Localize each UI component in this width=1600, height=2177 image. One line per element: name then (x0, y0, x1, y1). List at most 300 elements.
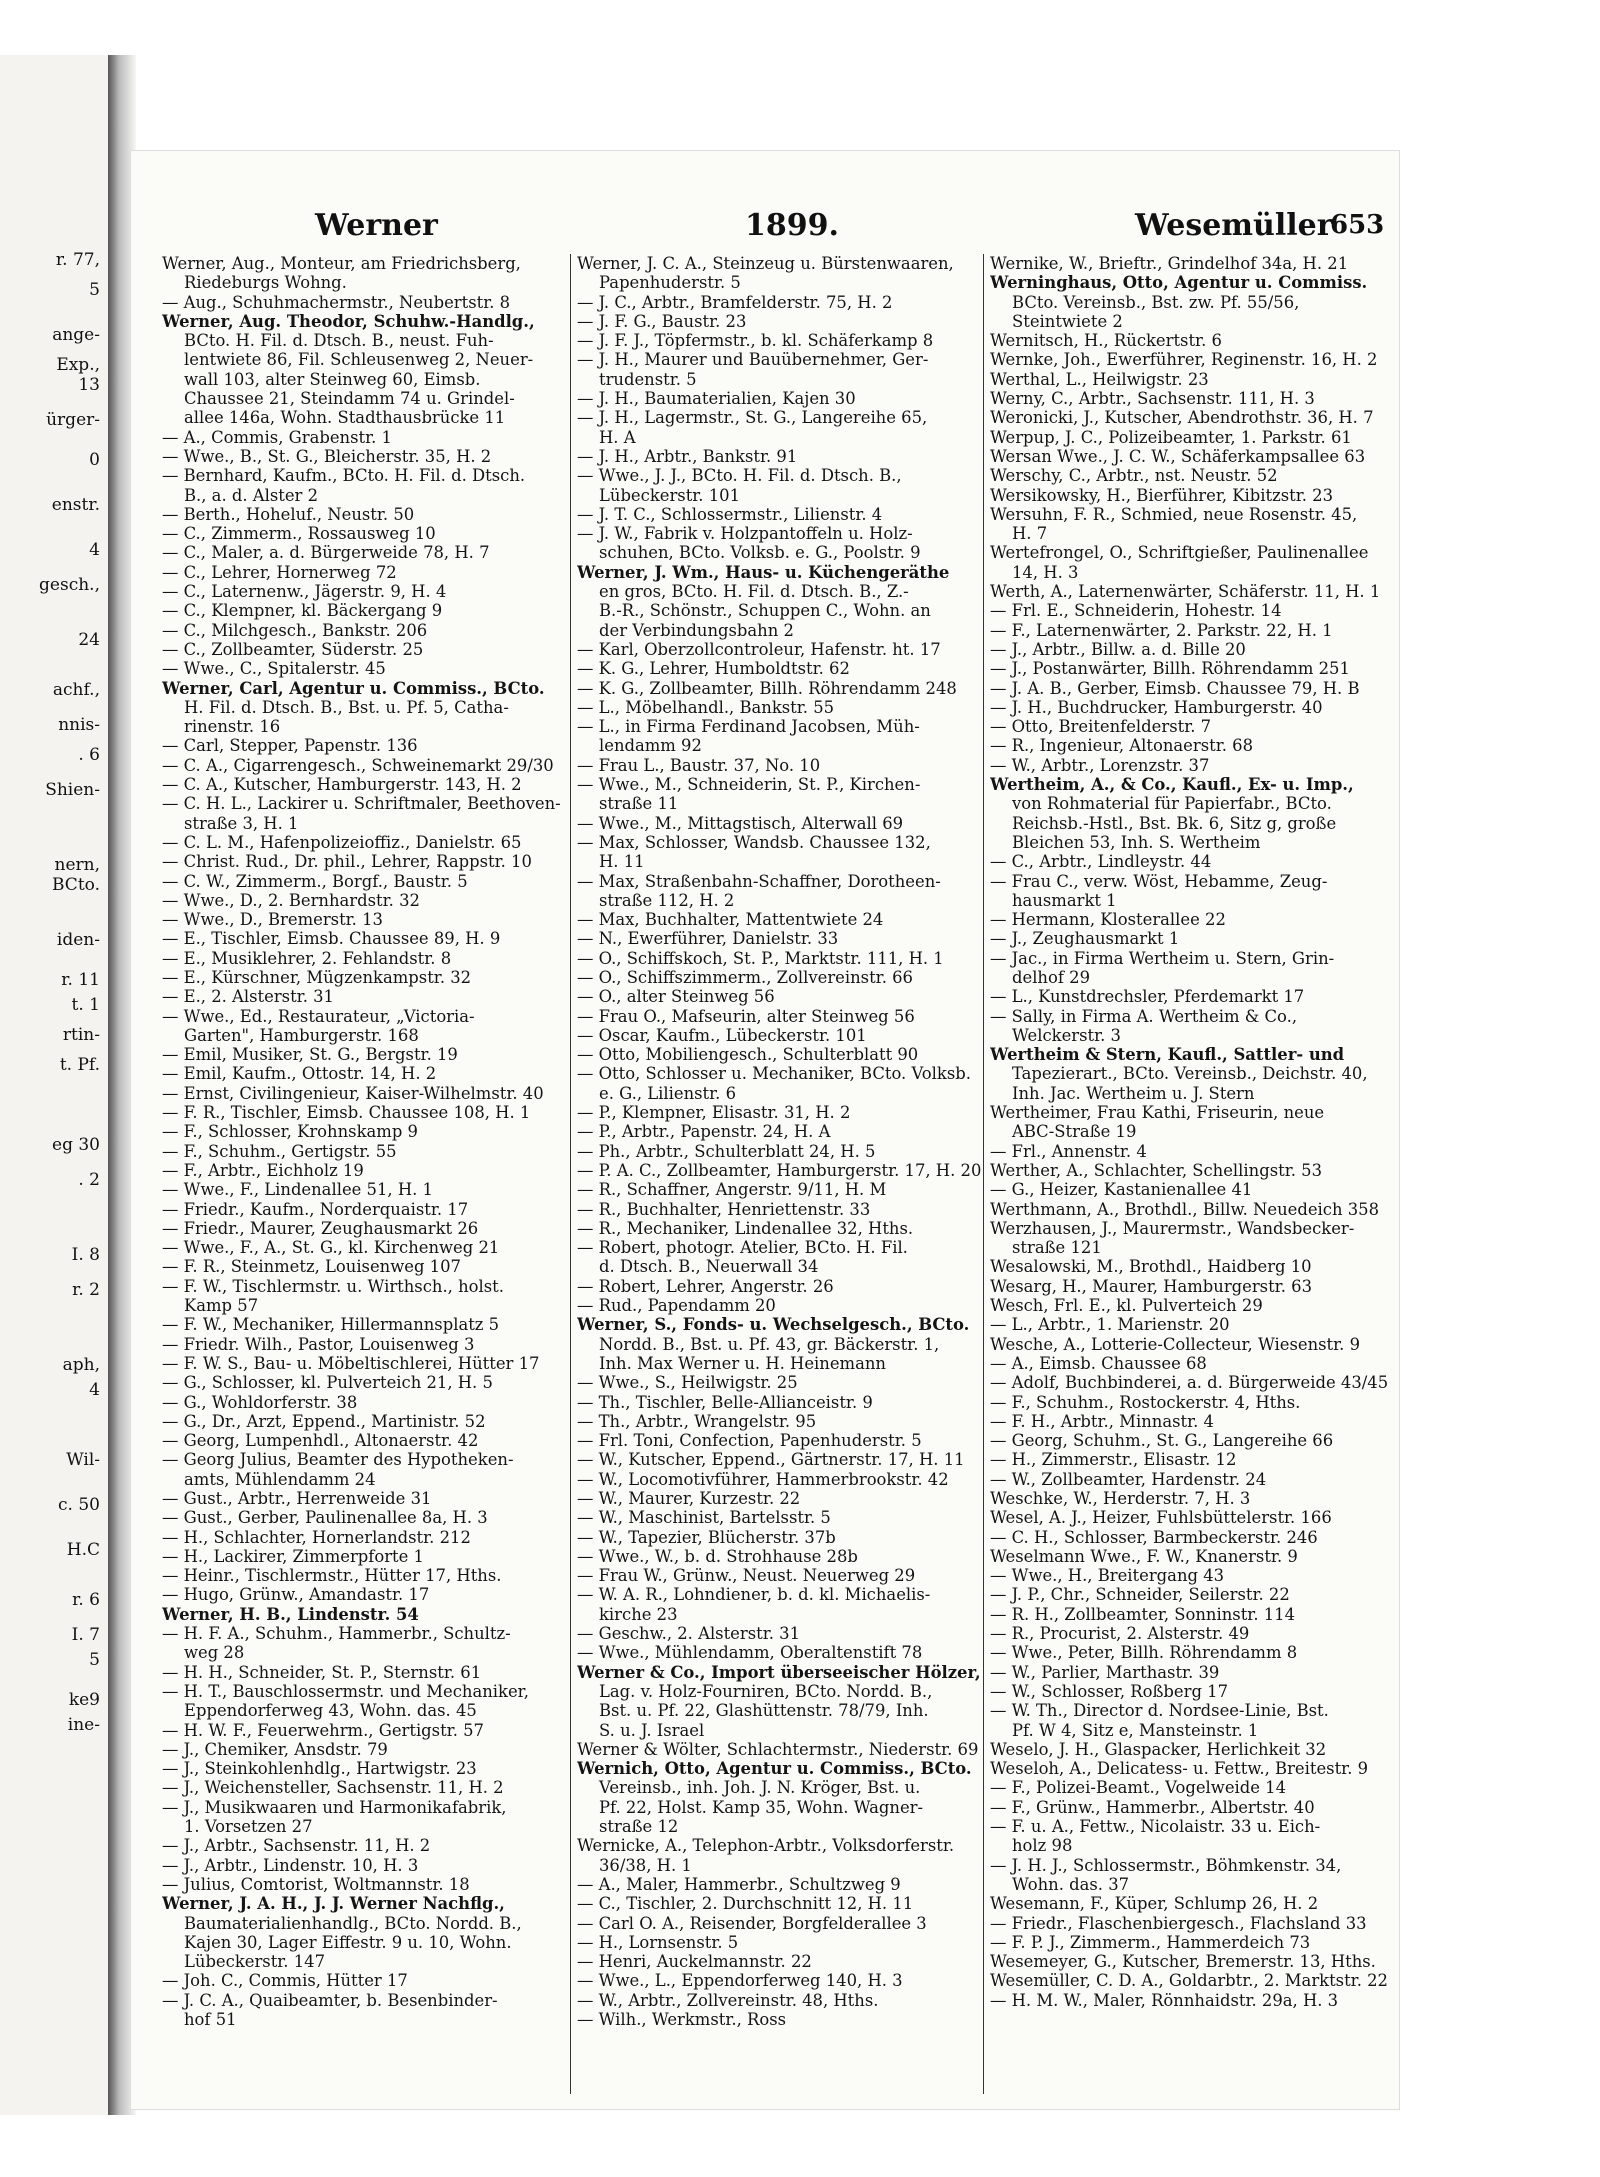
directory-entry-line: Werther, A., Schlachter, Schellingstr. 53 (990, 1160, 1323, 1180)
directory-entry-line: H. 11 (599, 852, 645, 872)
directory-entry-line: — C., Zimmerm., Rossausweg 10 (162, 524, 436, 544)
running-header (130, 208, 1400, 248)
directory-entry-line: — J., Arbtr., Sachsenstr. 11, H. 2 (162, 1836, 431, 1856)
directory-entry-line: Inh. Jac. Wertheim u. J. Stern (1012, 1083, 1255, 1103)
directory-entry-line: Steintwiete 2 (1012, 311, 1123, 331)
directory-entry-line: Wernich, Otto, Agentur u. Commiss., BCto. (577, 1759, 972, 1779)
directory-entry-line: Werner, Aug., Monteur, am Friedrichsberg, (162, 254, 521, 273)
left-page-edge-fragment: BCto. (52, 875, 100, 895)
directory-entry-line: — H. T., Bauschlossermstr. und Mechaniker, (162, 1681, 529, 1701)
directory-entry-line: — Otto, Schlosser u. Mechaniker, BCto. Volksb. (577, 1064, 971, 1084)
directory-entry-line: — F., Schuhm., Gertigstr. 55 (162, 1141, 397, 1161)
directory-entry-line: — Karl, Oberzollcontroleur, Hafenstr. ht. 17 (577, 639, 941, 659)
directory-entry-line: — W. Th., Director d. Nordsee-Linie, Bst. (990, 1701, 1329, 1721)
header-year: 1899. (745, 208, 839, 243)
directory-entry-line: — Georg Julius, Beamter des Hypotheken- (162, 1450, 514, 1470)
directory-entry-line: Wesel, A. J., Heizer, Fuhlsbüttelerstr. 166 (990, 1508, 1332, 1528)
directory-entry-line: Reichsb.-Hstl., Bst. Bk. 6, Sitz g, große (1012, 813, 1337, 833)
directory-entry-line: — W., Arbtr., Lorenzstr. 37 (990, 755, 1210, 775)
directory-entry-line: Werner, J. C. A., Steinzeug u. Bürstenwaaren, (577, 254, 954, 273)
directory-entry-line: — Wilh., Werkmstr., Ross (577, 2010, 787, 2030)
directory-entry-line: — E., Kürschner, Mügzenkampstr. 32 (162, 967, 472, 987)
directory-entry-line: — J. H., Arbtr., Bankstr. 91 (577, 446, 798, 466)
directory-entry-line: — Heinr., Tischlermstr., Hütter 17, Hths. (162, 1566, 502, 1586)
directory-entry-line: weg 28 (184, 1643, 245, 1663)
directory-entry-line: — K. G., Lehrer, Humboldtstr. 62 (577, 659, 850, 679)
directory-entry-line: — Gust., Gerber, Paulinenallee 8a, H. 3 (162, 1508, 488, 1528)
directory-entry-line: — E., 2. Alsterstr. 31 (162, 987, 334, 1007)
directory-entry-line: Werny, C., Arbtr., Sachsenstr. 111, H. 3 (990, 389, 1315, 409)
directory-entry-line: Wertheim, A., & Co., Kaufl., Ex- u. Imp., (990, 775, 1354, 795)
directory-entry-line: Nordd. B., Bst. u. Pf. 43, gr. Bäckerstr. 1, (599, 1334, 940, 1354)
left-page-edge-fragment: H.C (66, 1540, 100, 1560)
directory-entry-line: — Frl., Annenstr. 4 (990, 1141, 1147, 1161)
directory-entry-line: — J. H., Baumaterialien, Kajen 30 (577, 389, 856, 409)
directory-entry-line: — J. C. A., Quaibeamter, b. Besenbinder- (162, 1990, 498, 2010)
directory-entry-line: — R., Buchhalter, Henriettenstr. 33 (577, 1199, 871, 1219)
directory-entry-line: — Wwe., L., Eppendorferweg 140, H. 3 (577, 1971, 903, 1991)
directory-entry-line: — Wwe., J. J., BCto. H. Fil. d. Dtsch. B., (577, 466, 902, 486)
directory-entry-line: hausmarkt 1 (1012, 890, 1117, 910)
directory-entry-line: — J., Musikwaaren und Harmonikafabrik, (162, 1797, 507, 1817)
left-page-edge-fragment: r. 11 (61, 970, 100, 990)
directory-entry-line: holz 98 (1012, 1836, 1073, 1856)
directory-entry-line: — H., Lornsenstr. 5 (577, 1932, 739, 1952)
directory-entry-line: — Friedr., Flaschenbiergesch., Flachsland 33 (990, 1913, 1367, 1933)
directory-entry-line: — Wwe., D., Bremerstr. 13 (162, 910, 383, 930)
directory-entry-line: — Robert, photogr. Atelier, BCto. H. Fil. (577, 1238, 908, 1258)
directory-entry-line: — L., Kunstdrechsler, Pferdemarkt 17 (990, 987, 1305, 1007)
directory-entry-line: — Oscar, Kaufm., Lübeckerstr. 101 (577, 1025, 867, 1045)
directory-entry-line: H. A (599, 427, 636, 447)
directory-entry-line: Lübeckerstr. 101 (599, 485, 741, 505)
directory-entry-line: — Hermann, Klosterallee 22 (990, 910, 1226, 930)
directory-entry-line: 36/38, H. 1 (599, 1855, 692, 1875)
directory-entry-line: — Otto, Mobiliengesch., Schulterblatt 90 (577, 1045, 919, 1065)
column-rule (570, 254, 571, 2094)
page-number: 653 (1330, 210, 1385, 240)
directory-entry-line: — R., Procurist, 2. Alsterstr. 49 (990, 1624, 1250, 1644)
directory-entry-line: — Adolf, Buchbinderei, a. d. Bürgerweide 43/45 (990, 1373, 1389, 1393)
directory-entry-line: — J., Steinkohlenhdlg., Hartwigstr. 23 (162, 1759, 477, 1779)
directory-entry-line: Werpup, J. C., Polizeibeamter, 1. Parkstr. 61 (990, 427, 1352, 447)
directory-entry-line: — A., Eimsb. Chaussee 68 (990, 1353, 1207, 1373)
directory-entry-line: Werner & Wölter, Schlachtermstr., Niederstr. 69 (577, 1739, 979, 1759)
directory-entry-line: — J., Weichensteller, Sachsenstr. 11, H. 2 (162, 1778, 504, 1798)
left-page-edge-fragment: Exp., (56, 355, 100, 375)
directory-entry-line: — Ernst, Civilingenieur, Kaiser-Wilhelmstr. 40 (162, 1083, 544, 1103)
directory-entry-line: Welckerstr. 3 (1012, 1025, 1121, 1045)
left-page-edge-fragment: Wil- (66, 1450, 100, 1470)
directory-entry-line: hof 51 (184, 2010, 237, 2030)
directory-entry-line: Bleichen 53, Inh. S. Wertheim (1012, 832, 1261, 852)
left-page-edge-fragment: 0 (89, 450, 100, 470)
left-page-edge-fragment: ürger- (46, 410, 100, 430)
directory-entry-line: Werthal, L., Heilwigstr. 23 (990, 369, 1209, 389)
directory-entry-line: Werner, J. A. H., J. J. Werner Nachflg., (162, 1894, 505, 1914)
directory-entry-line: Kamp 57 (184, 1296, 259, 1316)
directory-entry-line: schuhen, BCto. Volksb. e. G., Poolstr. 9 (599, 543, 921, 563)
directory-entry-line: — C. A., Kutscher, Hamburgerstr. 143, H. 2 (162, 775, 522, 795)
directory-entry-line: — P. A. C., Zollbeamter, Hamburgerstr. 17, H. 20 (577, 1160, 982, 1180)
left-page-edge-fragment: eg 30 (52, 1135, 100, 1155)
directory-entry-line: — J. T. C., Schlossermstr., Lilienstr. 4 (577, 504, 883, 524)
left-page-edge-fragment: enstr. (51, 495, 100, 515)
directory-entry-line: 1. Vorsetzen 27 (184, 1817, 313, 1837)
directory-entry-line: — Friedr. Wilh., Pastor, Louisenweg 3 (162, 1334, 475, 1354)
directory-entry-line: delhof 29 (1012, 967, 1090, 987)
directory-entry-line: — Rud., Papendamm 20 (577, 1296, 776, 1316)
directory-entry-line: B.-R., Schönstr., Schuppen C., Wohn. an (599, 601, 931, 621)
directory-entry-line: — F. u. A., Fettw., Nicolaistr. 33 u. Eich- (990, 1817, 1321, 1837)
directory-entry-line: — H. F. A., Schuhm., Hammerbr., Schultz- (162, 1624, 511, 1644)
directory-entry-line: — Otto, Breitenfelderstr. 7 (990, 717, 1212, 737)
directory-entry-line: — G., Heizer, Kastanienallee 41 (990, 1180, 1253, 1200)
directory-entry-line: Pf. W 4, Sitz e, Mansteinstr. 1 (1012, 1720, 1259, 1740)
directory-column-2 (577, 254, 982, 2029)
left-page-edge-fragment: 5 (89, 280, 100, 300)
directory-entry-line: trudenstr. 5 (599, 369, 697, 389)
directory-entry-line: — H. M. W., Maler, Rönnhaidstr. 29a, H. 3 (990, 1990, 1339, 2010)
directory-entry-line: amts, Mühlendamm 24 (184, 1469, 376, 1489)
directory-entry-line: Wesalowski, M., Brothdl., Haidberg 10 (990, 1257, 1312, 1277)
directory-entry-line: — H. W. F., Feuerwehrm., Gertigstr. 57 (162, 1720, 484, 1740)
directory-entry-line: — C. H., Schlosser, Barmbeckerstr. 246 (990, 1527, 1318, 1547)
directory-entry-line: — Wwe., B., St. G., Bleicherstr. 35, H. 2 (162, 446, 492, 466)
directory-entry-line: Wesarg, H., Maurer, Hamburgerstr. 63 (990, 1276, 1312, 1296)
directory-entry-line: — Wwe., S., Heilwigstr. 25 (577, 1373, 798, 1393)
left-page-edge-fragment: . 2 (78, 1170, 100, 1190)
left-page-edge-fragment: ange- (52, 325, 100, 345)
header-right-word: Wesemüller (1135, 208, 1333, 243)
directory-entry-line: Wesemeyer, G., Kutscher, Bremerstr. 13, Hths. (990, 1952, 1376, 1972)
directory-entry-line: rinenstr. 16 (184, 717, 281, 737)
directory-entry-line: Werner, Carl, Agentur u. Commiss., BCto. (162, 678, 545, 698)
left-page-edge-fragment: c. 50 (58, 1495, 100, 1515)
directory-entry-line: S. u. J. Israel (599, 1720, 705, 1740)
directory-entry-line: — F., Polizei-Beamt., Vogelweide 14 (990, 1778, 1287, 1798)
directory-entry-line: Baumaterialienhandlg., BCto. Nordd. B., (184, 1913, 522, 1933)
header-left-word: Werner (315, 208, 438, 243)
directory-entry-line: — E., Tischler, Eimsb. Chaussee 89, H. 9 (162, 929, 501, 949)
left-page-edge-fragment: r. 77, (55, 250, 100, 270)
directory-entry-line: — Emil, Kaufm., Ottostr. 14, H. 2 (162, 1064, 437, 1084)
directory-entry-line: — J. C., Arbtr., Bramfelderstr. 75, H. 2 (577, 292, 893, 312)
directory-entry-line: 14, H. 3 (1012, 562, 1079, 582)
left-page-edge-fragment: aph, (62, 1355, 100, 1375)
directory-entry-line: — Julius, Comtorist, Woltmannstr. 18 (162, 1874, 470, 1894)
directory-entry-line: — W., Kutscher, Eppend., Gärtnerstr. 17, H. 11 (577, 1450, 965, 1470)
left-page-edge-fragment: achf., (52, 680, 100, 700)
directory-entry-line: — Th., Arbtr., Wrangelstr. 95 (577, 1411, 817, 1431)
directory-entry-line: — Max, Schlosser, Wandsb. Chaussee 132, (577, 832, 931, 852)
directory-entry-line: — Carl, Stepper, Papenstr. 136 (162, 736, 418, 756)
left-page-edge-fragment: 4 (89, 540, 100, 560)
directory-entry-line: — P., Klempner, Elisastr. 31, H. 2 (577, 1103, 851, 1123)
directory-entry-line: — Christ. Rud., Dr. phil., Lehrer, Rappstr. 10 (162, 852, 532, 872)
directory-entry-line: — F., Laternenwärter, 2. Parkstr. 22, H. 1 (990, 620, 1333, 640)
directory-entry-line: — C. A., Cigarrengesch., Schweinemarkt 29/30 (162, 755, 554, 775)
directory-entry-line: Chaussee 21, Steindamm 74 u. Grindel- (184, 389, 515, 409)
directory-entry-line: — Frl. E., Schneiderin, Hohestr. 14 (990, 601, 1282, 621)
directory-entry-line: — J. H., Maurer und Bauübernehmer, Ger- (577, 350, 929, 370)
directory-entry-line: — E., Musiklehrer, 2. Fehlandstr. 8 (162, 948, 452, 968)
directory-entry-line: Wesemüller, C. D. A., Goldarbtr., 2. Marktstr. 22 (990, 1971, 1388, 1991)
left-page-edge-fragment: 24 (78, 630, 100, 650)
directory-entry-line: — Wwe., Peter, Billh. Röhrendamm 8 (990, 1643, 1298, 1663)
directory-entry-line: Pf. 22, Holst. Kamp 35, Wohn. Wagner- (599, 1797, 924, 1817)
directory-entry-line: — Th., Tischler, Belle-Allianceistr. 9 (577, 1392, 873, 1412)
directory-entry-line: Werner, Aug. Theodor, Schuhw.-Handlg., (162, 311, 535, 331)
directory-entry-line: — C. L. M., Hafenpolizeioffiz., Danielstr. 65 (162, 832, 522, 852)
directory-entry-line: Weselmann Wwe., F. W., Knanerstr. 9 (990, 1546, 1298, 1566)
directory-entry-line: Wersikowsky, H., Bierführer, Kibitzstr. 23 (990, 485, 1334, 505)
directory-entry-line: — Gust., Arbtr., Herrenweide 31 (162, 1489, 432, 1508)
directory-entry-line: — J. F. G., Baustr. 23 (577, 311, 747, 331)
directory-entry-line: — Wwe., F., Lindenallee 51, H. 1 (162, 1180, 433, 1200)
directory-entry-line: — Wwe., M., Mittagstisch, Alterwall 69 (577, 813, 904, 833)
directory-entry-line: — Hugo, Grünw., Amandastr. 17 (162, 1585, 430, 1605)
directory-entry-line: — R. H., Zollbeamter, Sonninstr. 114 (990, 1604, 1296, 1624)
directory-entry-line: — C., Zollbeamter, Süderstr. 25 (162, 639, 424, 659)
directory-entry-line: Wernitsch, H., Rückertstr. 6 (990, 331, 1222, 351)
directory-entry-line: — N., Ewerführer, Danielstr. 33 (577, 929, 839, 949)
directory-entry-line: — F. R., Steinmetz, Louisenweg 107 (162, 1257, 461, 1277)
directory-entry-line: Werthmann, A., Brothdl., Billw. Neuedeich 358 (990, 1199, 1379, 1219)
directory-entry-line: — O., alter Steinweg 56 (577, 987, 775, 1007)
directory-entry-line: — Emil, Musiker, St. G., Bergstr. 19 (162, 1045, 458, 1065)
directory-entry-line: Lübeckerstr. 147 (184, 1952, 326, 1972)
directory-entry-line: lentwiete 86, Fil. Schleusenweg 2, Neuer- (184, 350, 534, 370)
directory-entry-line: — J., Zeughausmarkt 1 (990, 929, 1180, 949)
left-page-edge-fragment: nnis- (58, 715, 100, 735)
directory-entry-line: — H., Zimmerstr., Elisastr. 12 (990, 1450, 1237, 1470)
directory-entry-line: Wesch, Frl. E., kl. Pulverteich 29 (990, 1296, 1263, 1316)
directory-entry-line: — W., Tapezier, Blücherstr. 37b (577, 1527, 836, 1547)
directory-entry-line: — G., Wohldorferstr. 38 (162, 1392, 358, 1412)
directory-entry-line: Weselo, J. H., Glaspacker, Herlichkeit 32 (990, 1739, 1327, 1759)
directory-entry-line: Riedeburgs Wohng. (184, 273, 347, 293)
directory-entry-line: — H., Lackirer, Zimmerpforte 1 (162, 1546, 424, 1566)
directory-entry-line: Weschke, W., Herderstr. 7, H. 3 (990, 1489, 1251, 1508)
directory-entry-line: — F., Schlosser, Krohnskamp 9 (162, 1122, 418, 1142)
directory-entry-line: straße 11 (599, 794, 679, 814)
directory-entry-line: Werth, A., Laternenwärter, Schäferstr. 11, H. 1 (990, 582, 1381, 602)
directory-entry-line: — H., Schlachter, Hornerlandstr. 212 (162, 1527, 471, 1547)
directory-entry-line: B., a. d. Alster 2 (184, 485, 319, 505)
directory-entry-line: — Wwe., D., 2. Bernhardstr. 32 (162, 890, 420, 910)
directory-entry-line: straße 121 (1012, 1238, 1102, 1258)
left-page-edge-fragment: rtin- (62, 1025, 100, 1045)
directory-entry-line: Inh. Max Werner u. H. Heinemann (599, 1353, 886, 1373)
directory-entry-line: Bst. u. Pf. 22, Glashüttenstr. 78/79, Inh. (599, 1701, 929, 1721)
column-rule (983, 254, 984, 2094)
directory-entry-line: — Aug., Schuhmachermstr., Neubertstr. 8 (162, 292, 511, 312)
directory-entry-line: — W., Locomotivführer, Hammerbrookstr. 42 (577, 1469, 949, 1489)
left-page-edge-fragment: ine- (67, 1715, 100, 1735)
directory-entry-line: H. 7 (1012, 524, 1048, 544)
directory-entry-line: Kajen 30, Lager Eiffestr. 9 u. 10, Wohn. (184, 1932, 512, 1952)
directory-entry-line: Wohn. das. 37 (1012, 1874, 1130, 1894)
directory-entry-line: von Rohmaterial für Papierfabr., BCto. (1012, 794, 1332, 814)
directory-entry-line: BCto. H. Fil. d. Dtsch. B., neust. Fuh- (184, 331, 494, 351)
directory-entry-line: kirche 23 (599, 1604, 678, 1624)
directory-entry-line: Vereinsb., inh. Joh. J. N. Kröger, Bst. u. (599, 1778, 921, 1798)
left-page-edge-fragment: 5 (89, 1650, 100, 1670)
directory-entry-line: — G., Schlosser, kl. Pulverteich 21, H. 5 (162, 1373, 493, 1393)
directory-entry-line: — J. F. J., Töpfermstr., b. kl. Schäferkamp 8 (577, 331, 934, 351)
left-page-edge-fragment: t. 1 (71, 995, 100, 1015)
left-page-edge-fragment: 13 (78, 375, 100, 395)
directory-entry-line: Wernicke, A., Telephon-Arbtr., Volksdorferstr. (577, 1836, 955, 1856)
directory-entry-line: — Jac., in Firma Wertheim u. Stern, Grin- (990, 948, 1335, 968)
directory-entry-line: — Friedr., Kaufm., Norderquaistr. 17 (162, 1199, 469, 1219)
left-page-edge-fragment: iden- (56, 930, 100, 950)
directory-entry-line: Wertheim & Stern, Kaufl., Sattler- und (990, 1045, 1345, 1065)
directory-entry-line: Wersan Wwe., J. C. W., Schäferkampsallee 63 (990, 446, 1366, 466)
directory-entry-line: Lag. v. Holz-Fourniren, BCto. Nordd. B., (599, 1681, 933, 1701)
directory-entry-line: allee 146a, Wohn. Stadthausbrücke 11 (184, 408, 506, 428)
directory-entry-line: — J., Postanwärter, Billh. Röhrendamm 251 (990, 659, 1350, 679)
directory-entry-line: — W., Parlier, Marthastr. 39 (990, 1662, 1220, 1682)
directory-entry-line: Wernke, Joh., Ewerführer, Reginenstr. 16, H. 2 (990, 350, 1378, 370)
left-page-edge-fragment: Shien- (45, 780, 100, 800)
directory-entry-line: — C., Laternenw., Jägerstr. 9, H. 4 (162, 582, 447, 602)
directory-entry-line: — R., Mechaniker, Lindenallee 32, Hths. (577, 1218, 914, 1238)
directory-entry-line: Werner, S., Fonds- u. Wechselgesch., BCto. (577, 1315, 970, 1335)
directory-entry-line: Tapezierart., BCto. Vereinsb., Deichstr. 40, (1012, 1064, 1368, 1084)
directory-entry-line: Weseloh, A., Delicatess- u. Fettw., Breitestr. 9 (990, 1759, 1369, 1779)
directory-entry-line: — Berth., Hoheluf., Neustr. 50 (162, 504, 415, 524)
left-page-edge-fragment: t. Pf. (59, 1055, 100, 1075)
directory-entry-line: Werninghaus, Otto, Agentur u. Commiss. (990, 273, 1368, 293)
directory-column-1 (162, 254, 567, 2029)
directory-entry-line: e. G., Lilienstr. 6 (599, 1083, 737, 1103)
directory-entry-line: — Frau L., Baustr. 37, No. 10 (577, 755, 821, 775)
directory-entry-line: Wesemann, F., Küper, Schlump 26, H. 2 (990, 1894, 1319, 1914)
directory-entry-line: Garten", Hamburgerstr. 168 (184, 1025, 419, 1045)
directory-entry-line: ABC-Straße 19 (1012, 1122, 1137, 1142)
directory-entry-line: Werschy, C., Arbtr., nst. Neustr. 52 (990, 466, 1278, 486)
directory-entry-line: — A., Commis, Grabenstr. 1 (162, 427, 392, 447)
directory-entry-line: — W., Zollbeamter, Hardenstr. 24 (990, 1469, 1267, 1489)
directory-entry-line: — Frau O., Mafseurin, alter Steinweg 56 (577, 1006, 915, 1026)
directory-entry-line: — R., Schaffner, Angerstr. 9/11, H. M (577, 1180, 887, 1200)
directory-entry-line: Papenhuderstr. 5 (599, 273, 741, 293)
directory-entry-line: d. Dtsch. B., Neuerwall 34 (599, 1257, 819, 1277)
directory-entry-line: — C., Lehrer, Hornerweg 72 (162, 562, 397, 582)
directory-entry-line: Werzhausen, J., Maurermstr., Wandsbecker- (990, 1218, 1355, 1238)
directory-entry-line: — L., Arbtr., 1. Marienstr. 20 (990, 1315, 1230, 1335)
directory-entry-line: BCto. Vereinsb., Bst. zw. Pf. 55/56, (1012, 292, 1300, 312)
directory-entry-line: — Geschw., 2. Alsterstr. 31 (577, 1624, 801, 1644)
directory-entry-line: — Georg, Lumpenhdl., Altonaerstr. 42 (162, 1431, 479, 1451)
directory-entry-line: — L., Möbelhandl., Bankstr. 55 (577, 697, 835, 717)
directory-entry-line: — F., Schuhm., Rostockerstr. 4, Hths. (990, 1392, 1301, 1412)
directory-entry-line: Werner, H. B., Lindenstr. 54 (162, 1604, 419, 1624)
directory-entry-line: — Wwe., F., A., St. G., kl. Kirchenweg 21 (162, 1238, 500, 1258)
directory-entry-line: — C., Arbtr., Lindleystr. 44 (990, 852, 1212, 872)
directory-entry-line: — J., Arbtr., Lindenstr. 10, H. 3 (162, 1855, 419, 1875)
directory-entry-line: — Ph., Arbtr., Schulterblatt 24, H. 5 (577, 1141, 876, 1161)
directory-entry-line: straße 3, H. 1 (184, 813, 299, 833)
directory-entry-line: — J., Chemiker, Ansdstr. 79 (162, 1739, 388, 1759)
directory-entry-line: — Wwe., W., b. d. Strohhause 28b (577, 1546, 858, 1566)
directory-entry-line: — O., Schiffskoch, St. P., Marktstr. 111, H. 1 (577, 948, 944, 968)
directory-entry-line: — F., Arbtr., Eichholz 19 (162, 1160, 364, 1180)
left-page-edge-fragment: r. 6 (72, 1590, 100, 1610)
left-page-gutter (0, 55, 110, 2115)
directory-entry-line: — L., in Firma Ferdinand Jacobsen, Müh- (577, 717, 920, 737)
directory-entry-line: — F. H., Arbtr., Minnastr. 4 (990, 1411, 1214, 1431)
directory-entry-line: — W., Maurer, Kurzestr. 22 (577, 1489, 801, 1508)
directory-entry-line: — C. W., Zimmerm., Borgf., Baustr. 5 (162, 871, 468, 891)
left-page-edge-fragment: . 6 (78, 745, 100, 765)
directory-entry-line: — W., Schlosser, Roßberg 17 (990, 1681, 1229, 1701)
directory-entry-line: — C., Tischler, 2. Durchschnitt 12, H. 11 (577, 1894, 914, 1914)
directory-entry-line: — J. A. B., Gerber, Eimsb. Chaussee 79, H. B (990, 678, 1360, 698)
directory-entry-line: lendamm 92 (599, 736, 702, 756)
directory-entry-line: Wertefrongel, O., Schriftgießer, Paulinenallee (990, 543, 1369, 563)
directory-entry-line: Wersuhn, F. R., Schmied, neue Rosenstr. 45, (990, 504, 1358, 524)
directory-entry-line: — C., Klempner, kl. Bäckergang 9 (162, 601, 443, 621)
directory-entry-line: — Carl O. A., Reisender, Borgfelderallee 3 (577, 1913, 927, 1933)
directory-entry-line: — Frau C., verw. Wöst, Hebamme, Zeug- (990, 871, 1328, 891)
directory-entry-line: Wertheimer, Frau Kathi, Friseurin, neue (990, 1103, 1325, 1123)
directory-entry-line: — F. R., Tischler, Eimsb. Chaussee 108, H. 1 (162, 1103, 531, 1123)
left-page-edge-fragment: I. 8 (71, 1245, 100, 1265)
directory-entry-line: Werner, J. Wm., Haus- u. Küchengeräthe (577, 562, 950, 582)
directory-entry-line: — W., Arbtr., Zollvereinstr. 48, Hths. (577, 1990, 879, 2010)
directory-entry-line: — Wwe., C., Spitalerstr. 45 (162, 659, 386, 679)
directory-entry-line: — O., Schiffszimmerm., Zollvereinstr. 66 (577, 967, 913, 987)
directory-entry-line: — F. W., Mechaniker, Hillermannsplatz 5 (162, 1315, 500, 1335)
directory-entry-line: — F. W. S., Bau- u. Möbeltischlerei, Hütter 17 (162, 1353, 540, 1373)
directory-entry-line: straße 112, H. 2 (599, 890, 735, 910)
directory-entry-line: — Georg, Schuhm., St. G., Langereihe 66 (990, 1431, 1334, 1451)
directory-entry-line: — F., Grünw., Hammerbr., Albertstr. 40 (990, 1797, 1315, 1817)
left-page-edge-fragment: r. 2 (72, 1280, 100, 1300)
directory-entry-line: — Bernhard, Kaufm., BCto. H. Fil. d. Dtsch. (162, 466, 526, 486)
directory-entry-line: — J. W., Fabrik v. Holzpantoffeln u. Holz- (577, 524, 913, 544)
directory-entry-line: — Robert, Lehrer, Angerstr. 26 (577, 1276, 834, 1296)
directory-entry-line: — Max, Straßenbahn-Schaffner, Dorotheen- (577, 871, 941, 891)
left-page-edge-fragment: ke9 (68, 1690, 100, 1710)
directory-entry-line: — Joh. C., Commis, Hütter 17 (162, 1971, 408, 1991)
directory-entry-line: — Max, Buchhalter, Mattentwiete 24 (577, 910, 884, 930)
directory-entry-line: — C., Milchgesch., Bankstr. 206 (162, 620, 428, 640)
directory-entry-line: Weronicki, J., Kutscher, Abendrothstr. 36, H. 7 (990, 408, 1374, 428)
directory-entry-line: — R., Ingenieur, Altonaerstr. 68 (990, 736, 1254, 756)
directory-entry-line: — H. H., Schneider, St. P., Sternstr. 61 (162, 1662, 482, 1682)
directory-entry-line: der Verbindungsbahn 2 (599, 620, 794, 640)
directory-entry-line: — C., Maler, a. d. Bürgerweide 78, H. 7 (162, 543, 490, 563)
directory-entry-line: — Sally, in Firma A. Wertheim & Co., (990, 1006, 1298, 1026)
directory-entry-line: — F. W., Tischlermstr. u. Wirthsch., holst. (162, 1276, 504, 1296)
directory-entry-line: — Frau W., Grünw., Neust. Neuerweg 29 (577, 1566, 916, 1586)
directory-entry-line: — Wwe., Mühlendamm, Oberaltenstift 78 (577, 1643, 923, 1663)
directory-entry-line: Werner & Co., Import überseeischer Hölzer, (577, 1662, 981, 1682)
directory-entry-line: — Friedr., Maurer, Zeughausmarkt 26 (162, 1218, 479, 1238)
directory-entry-line: — F. P. J., Zimmerm., Hammerdeich 73 (990, 1932, 1311, 1952)
directory-entry-line: — G., Dr., Arzt, Eppend., Martinistr. 52 (162, 1411, 486, 1431)
directory-entry-line: Wernike, W., Brieftr., Grindelhof 34a, H. 21 (990, 254, 1349, 273)
left-page-edge-fragment: nern, (54, 855, 100, 875)
directory-entry-line: — J. H., Lagermstr., St. G., Langereihe 65, (577, 408, 928, 428)
directory-entry-line: Wesche, A., Lotterie-Collecteur, Wiesenstr. 9 (990, 1334, 1361, 1354)
directory-entry-line: Eppendorferweg 43, Wohn. das. 45 (184, 1701, 477, 1721)
directory-entry-line: — Henri, Auckelmannstr. 22 (577, 1952, 812, 1972)
